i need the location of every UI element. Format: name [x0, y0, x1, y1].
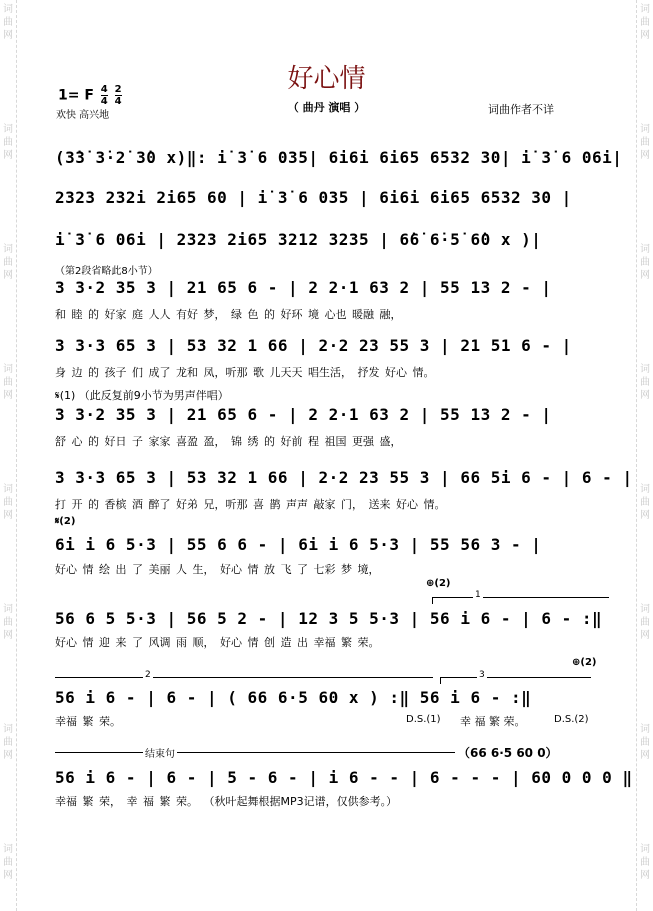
time-denominator: 4 — [100, 96, 108, 107]
coda-mark-2: ⊕(2) — [572, 657, 597, 668]
watermark-glyph: 网 — [3, 270, 13, 281]
watermark-glyph: 词 — [3, 124, 13, 135]
watermark-glyph: 曲 — [640, 857, 650, 868]
watermark-glyph: 词 — [3, 4, 13, 15]
score-row-11: 56 i 6 - | 6 - | 5 - 6 - | i 6 - - | 6 - - - | 60 0 0 0 ‖ — [55, 768, 633, 787]
watermark-glyph: 网 — [640, 510, 650, 521]
watermark-glyph: 词 — [640, 4, 650, 15]
lyric-row-8: 好心 情 绘 出 了 美丽 人 生， 好心 情 放 飞 了 七彩 梦 境， — [55, 563, 380, 576]
singer-credit: （ 曲丹 演唱 ） — [287, 101, 366, 114]
watermark-glyph: 网 — [3, 510, 13, 521]
lyric-row-6: 舒 心 的 好日 子 家家 喜盈 盈， 锦 绣 的 好前 程 祖国 更强 盛， — [55, 435, 402, 448]
score-row-10: 56 i 6 - | 6 - | ( 66 6·5 60 x ) :‖ 56 i 6 - :‖ — [55, 688, 532, 707]
volta-number: 1 — [475, 590, 481, 600]
segno-note: 𝄋(1) （此反复前9小节为男声伴唱） — [55, 389, 229, 402]
watermark-glyph: 网 — [640, 750, 650, 761]
score-row-8: 6i i 6 5·3 | 55 6 6 - | 6i i 6 5·3 | 55 56 3 - | — [55, 535, 542, 554]
lyric-row-4: 和 睦 的 好家 庭 人人 有好 梦， 绿 色 的 好环 境 心也 暖融 融， — [55, 308, 402, 321]
watermark-glyph: 网 — [640, 30, 650, 41]
watermark-glyph: 曲 — [3, 857, 13, 868]
watermark-left — [0, 0, 17, 911]
time-signature-4-4 — [101, 84, 108, 107]
watermark-glyph: 词 — [640, 244, 650, 255]
watermark-glyph: 曲 — [640, 17, 650, 28]
watermark-glyph: 曲 — [640, 617, 650, 628]
watermark-glyph: 词 — [3, 244, 13, 255]
watermark-glyph: 曲 — [3, 257, 13, 268]
ending-label: 结束句 — [143, 745, 177, 760]
watermark-glyph: 词 — [3, 844, 13, 855]
time-numerator: 2 — [114, 84, 122, 95]
watermark-glyph: 曲 — [3, 137, 13, 148]
lyric-row-10-b: 幸 福 繁 荣。 — [460, 715, 526, 728]
time-signature-2-4 — [115, 84, 122, 107]
watermark-glyph: 词 — [640, 484, 650, 495]
watermark-glyph: 曲 — [3, 737, 13, 748]
volta-bracket-1 — [432, 590, 609, 604]
watermark-glyph: 网 — [640, 390, 650, 401]
watermark-glyph: 网 — [3, 390, 13, 401]
score-row-6: 3 3·2 35 3 | 21 65 6 - | 2 2·1 63 2 | 55 13 2 - | — [55, 405, 552, 424]
tempo-marking: 欢快 高兴地 — [56, 110, 110, 121]
watermark-glyph: 曲 — [640, 737, 650, 748]
watermark-glyph: 网 — [3, 30, 13, 41]
watermark-glyph: 词 — [640, 364, 650, 375]
lyric-row-5: 身 边 的 孩子 们 成了 龙和 凤，听那 歌 儿天天 唱生活， 抒发 好心 情。 — [55, 366, 435, 379]
watermark-glyph: 词 — [640, 844, 650, 855]
score-row-9: 56 6 5 5·3 | 56 5 2 - | 12 3 5 5·3 | 56 i 6 - | 6 - :‖ — [55, 609, 603, 628]
key-signature — [58, 84, 122, 107]
volta-bracket-3 — [440, 670, 591, 684]
watermark-glyph: 曲 — [640, 377, 650, 388]
key-label: 1= F — [58, 87, 94, 104]
watermark-glyph: 曲 — [3, 497, 13, 508]
watermark-glyph: 词 — [3, 484, 13, 495]
watermark-glyph: 曲 — [3, 17, 13, 28]
score-row-1: (3̇3̇ 3̇·2̇ 3̇0 x)‖: i̇ 3̇ 6 035| 6i6i 6i65 6532 30| i̇ 3̇ 6 06i| — [55, 148, 623, 167]
lyric-row-10: 幸福 繁 荣。 — [55, 715, 121, 728]
score-row-2: 2323 232i 2i65 60 | i̇ 3̇ 6 035 | 6i6i 6i65 6532 30 | — [55, 188, 572, 207]
volta-number: 3 — [479, 670, 485, 680]
volta-number: 2 — [145, 670, 151, 680]
watermark-glyph: 曲 — [640, 137, 650, 148]
author-credit: 词曲作者不详 — [488, 103, 554, 116]
coda-mark-1: ⊕(2) — [426, 578, 451, 589]
watermark-glyph: 网 — [640, 630, 650, 641]
ending-bracket — [55, 749, 455, 760]
watermark-right — [636, 0, 653, 911]
lyric-row-7: 打 开 的 香槟 酒 醉了 好弟 兄，听那 喜 鹊 声声 敲家 门， 送来 好心 情。 — [55, 498, 446, 511]
watermark-glyph: 网 — [3, 630, 13, 641]
watermark-glyph: 词 — [3, 604, 13, 615]
watermark-glyph: 网 — [640, 270, 650, 281]
watermark-glyph: 网 — [3, 870, 13, 881]
watermark-glyph: 网 — [640, 150, 650, 161]
watermark-glyph: 网 — [3, 150, 13, 161]
watermark-glyph: 词 — [640, 724, 650, 735]
ds-2-marking: D.S.(2) — [554, 714, 589, 725]
song-title: 好心情 — [287, 64, 366, 94]
section-note: （第2段省略此8小节） — [55, 266, 158, 277]
time-denominator: 4 — [114, 96, 122, 107]
score-row-4: 3 3·2 35 3 | 21 65 6 - | 2 2·1 63 2 | 55 13 2 - | — [55, 278, 552, 297]
volta-bracket-2 — [55, 670, 433, 684]
watermark-glyph: 词 — [640, 604, 650, 615]
segno-2: 𝄋(2) — [55, 516, 76, 527]
watermark-glyph: 曲 — [640, 257, 650, 268]
lyric-row-11: 幸福 繁 荣， 幸 福 繁 荣。 （秋叶起舞根据MP3记谱，仅供参考。） — [55, 795, 398, 808]
ds-1-marking: D.S.(1) — [406, 714, 441, 725]
watermark-glyph: 词 — [3, 724, 13, 735]
watermark-glyph: 曲 — [3, 617, 13, 628]
watermark-glyph: 词 — [3, 364, 13, 375]
watermark-glyph: 网 — [3, 750, 13, 761]
watermark-glyph: 网 — [640, 870, 650, 881]
score-row-7: 3 3·3 65 3 | 53 32 1 66 | 2·2 23 55 3 | 66 5i 6 - | 6 - | — [55, 468, 633, 487]
lyric-row-9: 好心 情 迎 来 了 风调 雨 顺， 好心 情 创 造 出 幸福 繁 荣。 — [55, 636, 380, 649]
watermark-glyph: 曲 — [640, 497, 650, 508]
watermark-glyph: 词 — [640, 124, 650, 135]
score-row-5: 3 3·3 65 3 | 53 32 1 66 | 2·2 23 55 3 | 21 51 6 - | — [55, 336, 572, 355]
ending-tail-notes: （66 6·5 60 0） — [458, 746, 558, 760]
score-row-3: i̇ 3̇ 6 06i | 2323 2i65 3212 3235 | 6̇6̇ 6̇·5̇ 6̇0 x )| — [55, 230, 542, 249]
watermark-glyph: 曲 — [3, 377, 13, 388]
time-numerator: 4 — [100, 84, 108, 95]
